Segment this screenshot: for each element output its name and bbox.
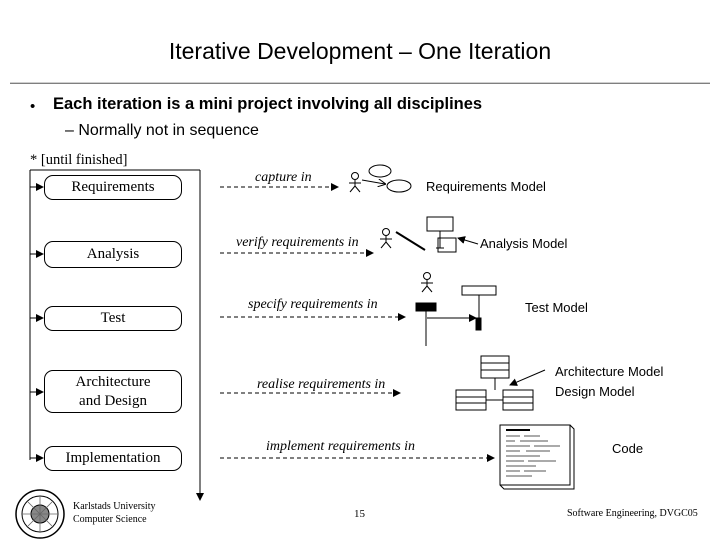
bullet-marker: • [30,98,36,115]
action-label-analysis: verify requirements in [236,235,359,250]
footer-course: Software Engineering, DVGC05 [567,508,698,519]
model-label-code: Code [612,441,644,456]
university-seal-logo [16,490,64,538]
main-bullet: Each iteration is a mini project involving all disciplines [53,95,483,113]
model-label-design: Design Model [555,384,635,399]
loop-condition-label: * [until finished] [30,152,128,168]
footer-university [73,500,156,526]
action-label-requirements: capture in [255,170,312,185]
model-label-analysis: Analysis Model [480,236,568,251]
slide-title: Iterative Development – One Iteration [168,38,552,64]
footer-university-name: Karlstads University [73,501,156,512]
loop-left-line [30,170,42,460]
page-number: 15 [354,508,365,520]
discipline-test: Test [44,306,182,331]
discipline-implementation: Implementation [44,446,182,471]
model-label-requirements: Requirements Model [426,179,546,194]
use-case-model-icon [349,165,411,192]
analysis-model-icon [380,217,478,252]
model-label-test: Test Model [525,300,588,315]
design-model-icon [456,356,545,410]
discipline-analysis: Analysis [44,241,182,268]
action-label-test: specify requirements in [248,297,378,312]
discipline-architecture-design: Architecture and Design [44,370,182,413]
test-model-icon [416,273,496,347]
discipline-requirements: Requirements [44,175,182,200]
action-label-implementation: implement requirements in [266,439,416,454]
code-document-icon [500,425,574,489]
footer-department: Computer Science [73,514,147,525]
action-label-architecture: realise requirements in [257,377,386,392]
model-label-architecture: Architecture Model [555,364,664,379]
sub-bullet: – Normally not in sequence [65,122,259,139]
